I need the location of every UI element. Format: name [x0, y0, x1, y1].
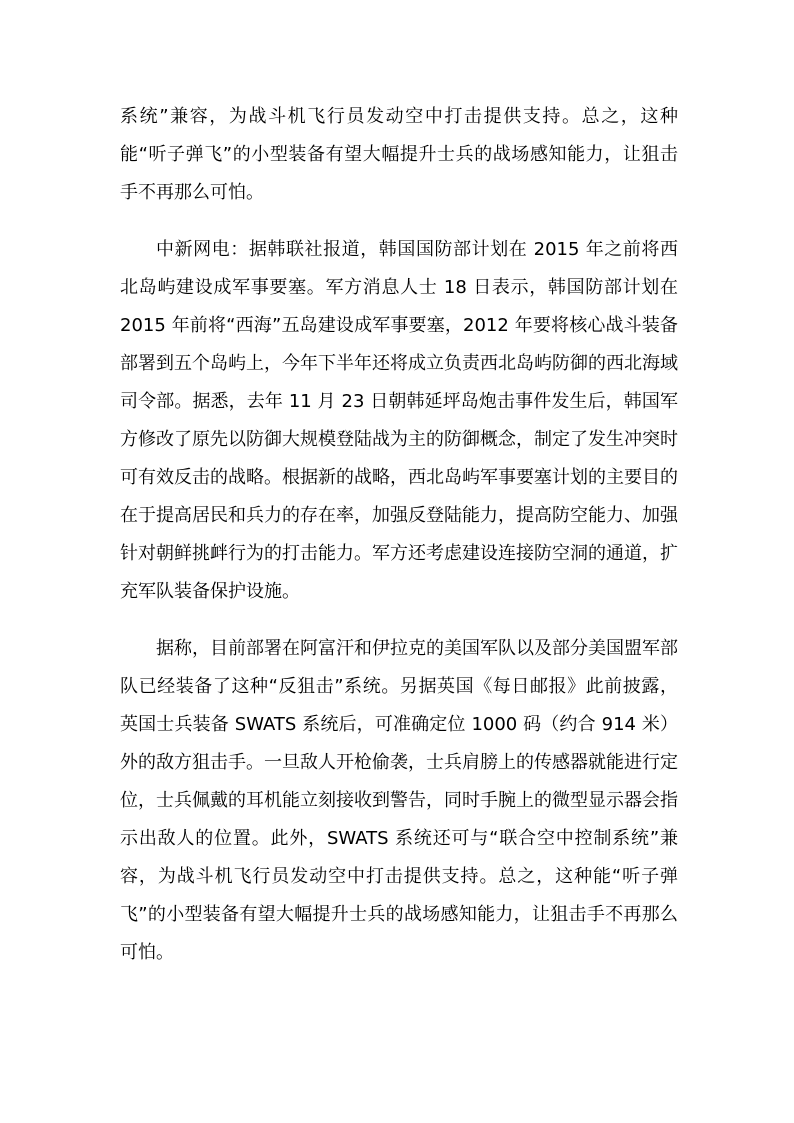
paragraph-anti-sniper-system: 据称，目前部署在阿富汗和伊拉克的美国军队以及部分美国盟军部队已经装备了这种“反狙击”系统。另据英国《每日邮报》此前披露，英国士兵装备 SWATS 系统后，可准确定位 1000 码（约合 914 米）外的敌方狙击手。一旦敌人开枪偷袭，士兵肩膀上的传感器就能进行定位，士兵佩戴的耳机能立刻接收到警告，同时手腕上的微型显示器会指示出敌人的位置。此外，SWATS 系统还可与“联合空中控制系统”兼容，为战斗机飞行员发动空中打击提供支持。总之，这种能“听子弹飞”的小型装备有望大幅提升士兵的战场感知能力，让狙击手不再那么可怕。 — [120, 638, 678, 963]
document-body — [120, 98, 678, 972]
paragraph-continuation: 系统”兼容，为战斗机飞行员发动空中打击提供支持。总之，这种能“听子弹飞”的小型装备有望大幅提升士兵的战场感知能力，让狙击手不再那么可怕。 — [120, 106, 678, 203]
paragraph-korea-defense: 中新网电：据韩联社报道，韩国国防部计划在 2015 年之前将西北岛屿建设成军事要塞。军方消息人士 18 日表示，韩国防部计划在 2015 年前将“西海”五岛建设成军事要塞，2012 年要将核心战斗装备部署到五个岛屿上，今年下半年还将成立负责西北岛屿防御的西北海域司令部。据悉，去年 11 月 23 日朝韩延坪岛炮击事件发生后，韩国军方修改了原先以防御大规模登陆战为主的防御概念，制定了发生冲突时可有效反击的战略。根据新的战略，西北岛屿军事要塞计划的主要目的在于提高居民和兵力的存在率，加强反登陆能力，提高防空能力、加强针对朝鲜挑衅行为的打击能力。军方还考虑建设连接防空洞的通道，扩充军队装备保护设施。 — [120, 239, 678, 602]
